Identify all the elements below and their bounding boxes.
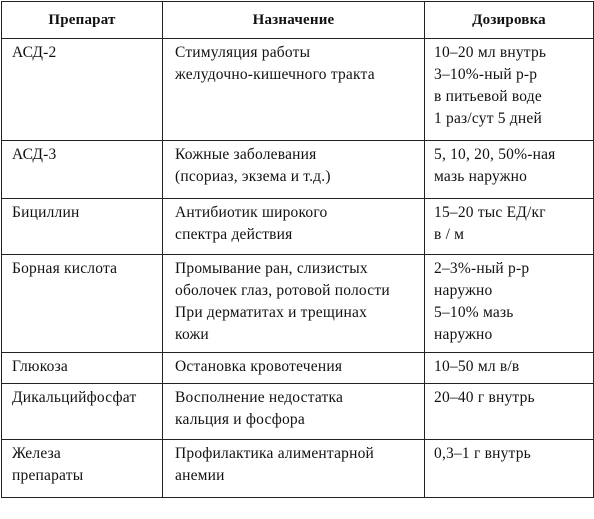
dosage-cell bbox=[425, 141, 594, 199]
drug-line: Глюкоза bbox=[12, 358, 69, 375]
header-purpose: Назначение bbox=[163, 2, 425, 39]
drug-cell bbox=[2, 353, 163, 384]
dosage-cell bbox=[425, 353, 594, 384]
purpose-cell bbox=[163, 141, 425, 199]
purpose-line: Кожные заболевания bbox=[175, 146, 317, 163]
purpose-line: анемии bbox=[175, 467, 225, 484]
dosage-line: 10–50 мл в/в bbox=[434, 358, 520, 375]
drug-cell bbox=[2, 440, 163, 498]
drug-line: АСД-3 bbox=[12, 146, 57, 163]
dosage-cell bbox=[425, 255, 594, 353]
dosage-cell bbox=[425, 199, 594, 255]
purpose-cell bbox=[163, 384, 425, 440]
purpose-cell bbox=[163, 440, 425, 498]
purpose-line: (псориаз, экзема и т.д.) bbox=[175, 168, 331, 185]
drug-line: Железа bbox=[12, 445, 61, 462]
dosage-line: 10–20 мл внутрь bbox=[434, 44, 547, 61]
drug-cell bbox=[2, 199, 163, 255]
dosage-cell bbox=[425, 384, 594, 440]
drug-line: препараты bbox=[12, 467, 84, 484]
purpose-cell bbox=[163, 255, 425, 353]
purpose-line: оболочек глаз, ротовой полости bbox=[175, 282, 390, 299]
table-row bbox=[2, 255, 594, 353]
dosage-line: 5, 10, 20, 50%-ная bbox=[434, 146, 556, 163]
drug-line: Дикальцийфосфат bbox=[12, 389, 137, 406]
dosage-line: в питьевой воде bbox=[434, 88, 542, 105]
table-row bbox=[2, 199, 594, 255]
dosage-line: мазь наружно bbox=[434, 168, 528, 185]
purpose-cell bbox=[163, 353, 425, 384]
drug-table bbox=[1, 1, 594, 498]
purpose-line: спектра действия bbox=[175, 226, 293, 243]
drug-line: АСД-2 bbox=[12, 44, 57, 61]
purpose-line: Профилактика алиментарной bbox=[175, 445, 375, 462]
header-dosage: Дозировка bbox=[425, 2, 594, 39]
dosage-cell bbox=[425, 39, 594, 141]
drug-cell bbox=[2, 255, 163, 353]
dosage-line: 15–20 тыс ЕД/кг bbox=[434, 204, 546, 221]
purpose-cell bbox=[163, 199, 425, 255]
purpose-line: Стимуляция работы bbox=[175, 44, 311, 61]
dosage-line: 2–3%-ный р-р bbox=[434, 260, 530, 277]
dosage-line: наружно bbox=[434, 326, 493, 343]
drug-cell bbox=[2, 384, 163, 440]
header-drug: Препарат bbox=[2, 2, 163, 39]
table-row bbox=[2, 440, 594, 498]
table-row bbox=[2, 141, 594, 199]
dosage-line: 20–40 г внутрь bbox=[434, 389, 535, 406]
dosage-line: 0,3–1 г внутрь bbox=[434, 445, 531, 462]
purpose-cell bbox=[163, 39, 425, 141]
table-row bbox=[2, 384, 594, 440]
dosage-line: наружно bbox=[434, 282, 493, 299]
table-row bbox=[2, 353, 594, 384]
dosage-line: 3–10%-ный р-р bbox=[434, 66, 538, 83]
purpose-line: Восполнение недостатка bbox=[175, 389, 344, 406]
header-row bbox=[2, 2, 594, 39]
purpose-line: кожи bbox=[175, 326, 209, 343]
dosage-line: в / м bbox=[434, 226, 465, 243]
purpose-line: желудочно-кишечного тракта bbox=[175, 66, 375, 83]
dosage-line: 5–10% мазь bbox=[434, 304, 514, 321]
drug-cell bbox=[2, 141, 163, 199]
dosage-line: 1 раз/сут 5 дней bbox=[434, 110, 542, 127]
dosage-cell bbox=[425, 440, 594, 498]
purpose-line: кальция и фосфора bbox=[175, 411, 305, 428]
purpose-line: Антибиотик широкого bbox=[175, 204, 328, 221]
purpose-line: При дерматитах и трещинах bbox=[175, 304, 368, 321]
drug-line: Бициллин bbox=[12, 204, 80, 221]
drug-cell bbox=[2, 39, 163, 141]
purpose-line: Остановка кровотечения bbox=[175, 358, 343, 375]
drug-line: Борная кислота bbox=[12, 260, 118, 277]
purpose-line: Промывание ран, слизистых bbox=[175, 260, 368, 277]
table-row bbox=[2, 39, 594, 141]
